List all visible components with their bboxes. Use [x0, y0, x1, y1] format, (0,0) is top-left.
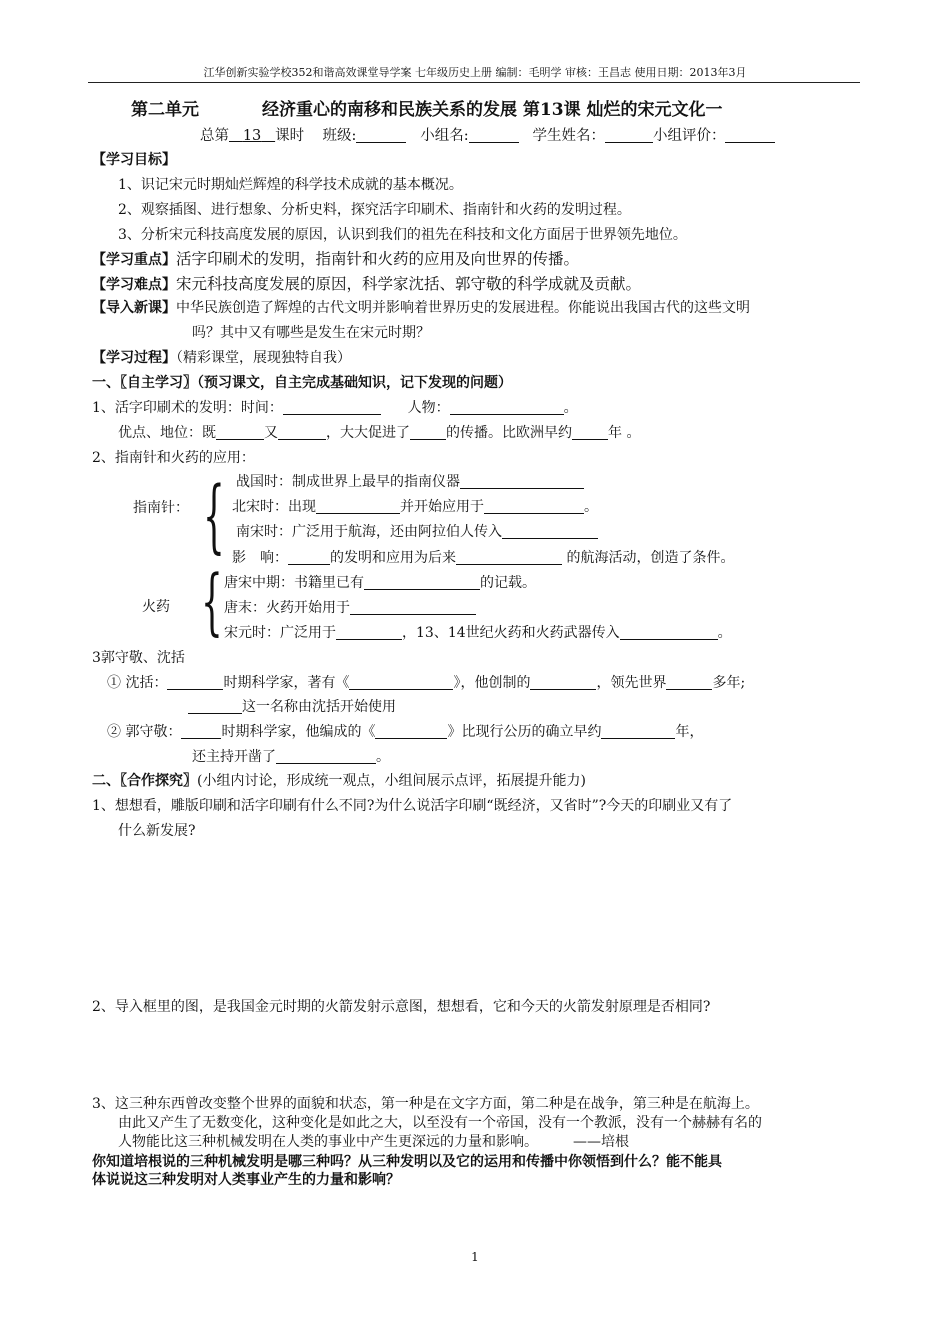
compass-brace: { [203, 468, 225, 563]
blank-guo-3[interactable] [601, 724, 675, 739]
blank-powder-3[interactable] [336, 625, 402, 640]
header-rule [88, 82, 860, 83]
blank-shen-3[interactable] [530, 675, 596, 690]
blank-shen-1[interactable] [167, 675, 223, 690]
student-name-field[interactable] [605, 128, 653, 143]
compass-row-4: 影 响： 的发明和应用为后来 的航海活动，创造了条件。 [232, 550, 735, 566]
gunpowder-label: 火药 [142, 599, 170, 615]
blank-merit-2[interactable] [278, 425, 326, 440]
guoshoujing-line-1: ② 郭守敬： 时期科学家，他编成的《 》比现行公历的确立早约 年， [107, 724, 704, 740]
blank-compass-3[interactable] [484, 499, 584, 514]
blank-print-time[interactable] [283, 400, 381, 415]
group-eval-field[interactable] [725, 128, 775, 143]
compass-row-2: 北宋时：出现 并开始应用于 。 [232, 499, 598, 515]
compass-row-1: 战国时：制成世界上最早的指南仪器 [236, 474, 584, 491]
guoshoujing-line-2: 还主持开凿了 。 [192, 749, 390, 765]
compass-row-3: 南宋时：广泛用于航海，还由阿拉伯人传入 [236, 524, 598, 541]
blank-shen-5[interactable] [188, 699, 242, 714]
blank-powder-4[interactable] [620, 625, 718, 640]
process-heading: 【学习过程】（精彩课堂，展现独特自我） [92, 350, 351, 366]
lesson-info: 总第 13 课时 班级: 小组名: 学生姓名： 小组评价： [200, 128, 775, 145]
blank-compass-4[interactable] [502, 524, 598, 539]
self-q3: 3郭守敬、沈括 [92, 650, 185, 666]
blank-compass-2[interactable] [316, 499, 400, 514]
page-header: 江华创新实验学校352和谐高效课堂导学案 七年级历史上册 编制：毛明学 审核：王昌志 使用日期：2013年3月 [203, 66, 747, 79]
gunpowder-brace: { [201, 558, 223, 643]
objectives-heading: 【学习目标】 [92, 152, 176, 168]
class-field[interactable] [356, 128, 406, 143]
blank-years[interactable] [572, 425, 608, 440]
blank-merit-1[interactable] [216, 425, 264, 440]
unit-label: 第二单元 [131, 100, 199, 120]
self-q2: 2、指南针和火药的应用： [92, 450, 255, 466]
shenkuo-line-2: 这一名称由沈括开始使用 [188, 699, 396, 716]
objective-3: 3、分析宋元科技高度发展的原因，认识到我们的祖先在科技和文化方面居于世界领先地位。 [118, 227, 687, 243]
coop-q1-line1: 1、想想看，雕版印刷和活字印刷有什么不同?为什么说活字印刷“既经济，又省时”?今天的印刷业又有了 [92, 798, 733, 814]
coop-q2: 2、导入框里的图，是我国金元时期的火箭发射示意图，想想看，它和今天的火箭发射原理是否相同? [92, 999, 711, 1015]
gunpowder-row-2: 唐末：火药开始用于 [224, 600, 476, 617]
lesson-number: 13 [242, 128, 262, 144]
coop-q3-line2: 由此又产生了无数变化，这种变化是如此之大，以至没有一个帝国，没有一个教派，没有一个赫赫有名的 [118, 1115, 762, 1131]
intro-line-1: 【导入新课】中华民族创造了辉煌的古代文明并影响着世界历史的发展进程。你能说出我国古代的这些文明 [92, 300, 750, 316]
difficult-points: 【学习难点】宋元科技高度发展的原因，科学家沈括、郭守敬的科学成就及贡献。 [92, 275, 642, 293]
blank-shen-2[interactable] [349, 675, 453, 690]
coop-bold-line-1: 你知道培根说的三种机械发明是哪三种吗？从三种发明以及它的运用和传播中你领悟到什么？能不能具 [92, 1154, 722, 1170]
gunpowder-row-1: 唐宋中期：书籍里已有 的记载。 [224, 575, 536, 591]
page-title: 经济重心的南移和民族关系的发展 第13课 灿烂的宋元文化一 [262, 100, 723, 120]
self-study-heading: 一、〖自主学习〗（预习课文，自主完成基础知识，记下发现的问题） [92, 375, 512, 391]
coop-heading: 二、〖合作探究〗(小组内讨论，形成统一观点，小组间展示点评，拓展提升能力) [92, 773, 586, 789]
self-q1-line2: 优点、地位：既 又 ，大大促进了 的传播。比欧洲早约 年 。 [118, 425, 641, 441]
blank-guo-2[interactable] [375, 724, 447, 739]
coop-q3-line3: 人物能比这三种机械发明在人类的事业中产生更深远的力量和影响。 ——培根 [118, 1134, 629, 1150]
objective-1: 1、识记宋元时期灿烂辉煌的科学技术成就的基本概况。 [118, 177, 463, 193]
coop-q1-line2: 什么新发展? [118, 823, 196, 839]
self-q1-line1: 1、活字印刷术的发明：时间： 人物： 。 [92, 400, 578, 416]
blank-compass-1[interactable] [460, 474, 584, 489]
blank-spread[interactable] [410, 425, 446, 440]
blank-compass-5[interactable] [288, 550, 330, 565]
shenkuo-line-1: ① 沈括： 时期科学家，著有《 》，他创制的 ，领先世界 多年; [107, 675, 746, 691]
page-number: 1 [471, 1250, 479, 1264]
gunpowder-row-3: 宋元时：广泛用于 ，13、14世纪火药和火药武器传入 。 [224, 625, 732, 641]
blank-compass-6[interactable] [456, 550, 562, 565]
key-points: 【学习重点】活字印刷术的发明，指南针和火药的应用及向世界的传播。 [92, 250, 580, 268]
blank-guo-1[interactable] [181, 724, 221, 739]
coop-q3-line1: 3、这三种东西曾改变整个世界的面貌和状态，第一种是在文字方面，第二种是在战争，第三种是在航海上。 [92, 1096, 759, 1112]
intro-line-2: 吗？其中又有哪些是发生在宋元时期？ [192, 325, 430, 341]
group-field[interactable] [469, 128, 519, 143]
compass-label: 指南针： [133, 500, 189, 516]
blank-shen-4[interactable] [666, 675, 712, 690]
coop-bold-line-2: 体说说这三种发明对人类事业产生的力量和影响？ [92, 1172, 400, 1188]
objective-2: 2、观察插图、进行想象、分析史料，探究活字印刷术、指南针和火药的发明过程。 [118, 202, 631, 218]
blank-powder-2[interactable] [350, 600, 476, 615]
blank-print-person[interactable] [450, 400, 564, 415]
blank-powder-1[interactable] [364, 575, 480, 590]
blank-guo-4[interactable] [276, 749, 376, 764]
